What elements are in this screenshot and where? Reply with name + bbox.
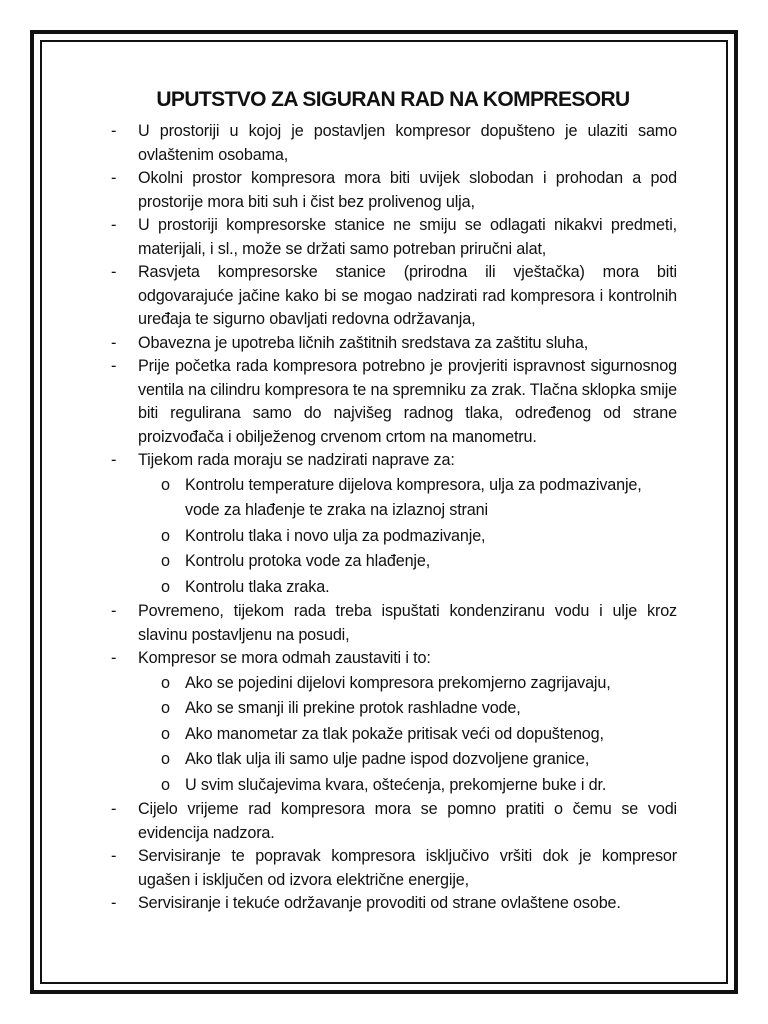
dash-bullet: - bbox=[111, 602, 117, 620]
sub-list bbox=[138, 473, 677, 601]
sub-item bbox=[138, 473, 677, 524]
dash-bullet: - bbox=[111, 333, 117, 352]
dash-bullet: - bbox=[111, 169, 117, 187]
sub-item bbox=[138, 747, 677, 773]
instruction-list bbox=[109, 120, 677, 916]
dash-bullet: - bbox=[111, 649, 117, 667]
instruction-text: Okolni prostor kompresora mora biti uvijek slobodan i prohodan a pod prostorije mora biti suh i čist bez prolivenog ulja, bbox=[138, 169, 677, 211]
circle-bullet: o bbox=[161, 526, 170, 545]
instruction-item bbox=[109, 892, 677, 916]
circle-bullet: o bbox=[161, 724, 170, 743]
instruction-item bbox=[109, 449, 677, 600]
sub-item-text: U svim slučajevima kvara, oštećenja, prekomjerne buke i dr. bbox=[185, 775, 607, 794]
instruction-text: Cijelo vrijeme rad kompresora mora se pomno pratiti o čemu se vodi evidencija nadzora. bbox=[138, 800, 677, 842]
sub-item-text: Kontrolu protoka vode za hlađenje, bbox=[185, 552, 431, 570]
instruction-item bbox=[109, 647, 677, 798]
instruction-text: Prije početka rada kompresora potrebno je provjeriti ispravnost sigurnosnog ventila na cilindru kompresora te na spremniku za zrak. Tlačna sklopka smije biti regulirana samo do najvišeg radnog tlaka, određenog od strane proizvođača i obilježenog crvenom crtom na manometru. bbox=[138, 357, 677, 446]
sub-item-text: Kontrolu temperature dijelova kompresora, ulja za podmazivanje, vode za hlađenje te zraka na izlaznoj strani bbox=[185, 475, 642, 519]
circle-bullet: o bbox=[161, 750, 170, 768]
instruction-text: Obavezna je upotreba ličnih zaštitnih sredstava za zaštitu sluha, bbox=[138, 333, 589, 352]
sub-item-text: Kontrolu tlaka zraka. bbox=[185, 577, 330, 596]
dash-bullet: - bbox=[111, 847, 117, 865]
instruction-item bbox=[109, 214, 677, 261]
instruction-text: Kompresor se mora odmah zaustaviti i to: bbox=[138, 649, 431, 667]
instruction-item bbox=[109, 845, 677, 892]
circle-bullet: o bbox=[161, 699, 170, 717]
circle-bullet: o bbox=[161, 673, 170, 692]
sub-item bbox=[138, 696, 677, 722]
instruction-text: Servisiranje te popravak kompresora isključivo vršiti dok je kompresor ugašen i isključen od izvora električne energije, bbox=[138, 847, 677, 889]
sub-item bbox=[138, 549, 677, 575]
dash-bullet: - bbox=[111, 216, 117, 234]
circle-bullet: o bbox=[161, 552, 170, 570]
instruction-item bbox=[109, 120, 677, 167]
instruction-item bbox=[109, 798, 677, 845]
sub-item-text: Ako se smanji ili prekine protok rashladne vode, bbox=[185, 699, 521, 717]
dash-bullet: - bbox=[111, 451, 117, 469]
sub-item-text: Ako manometar za tlak pokaže pritisak veći od dopuštenog, bbox=[185, 724, 604, 743]
instruction-item bbox=[109, 167, 677, 214]
instruction-item bbox=[109, 332, 677, 356]
sub-item bbox=[138, 773, 677, 799]
sub-item bbox=[138, 575, 677, 601]
instruction-text: Rasvjeta kompresorske stanice (prirodna ili vještačka) mora biti odgovarajuće jačine kako bi se mogao nadzirati rad kompresora i kontrolnih uređaja te sigurno obavljati redovna održavanja, bbox=[138, 263, 677, 328]
sub-item bbox=[138, 671, 677, 697]
document-content bbox=[109, 86, 677, 916]
dash-bullet: - bbox=[111, 894, 117, 912]
dash-bullet: - bbox=[111, 122, 117, 140]
circle-bullet: o bbox=[161, 475, 170, 494]
instruction-text: Povremeno, tijekom rada treba ispuštati kondenziranu vodu i ulje kroz slavinu postavljenu na posudi, bbox=[138, 602, 677, 644]
sub-item-text: Ako se pojedini dijelovi kompresora prekomjerno zagrijavaju, bbox=[185, 673, 611, 692]
dash-bullet: - bbox=[111, 263, 117, 281]
instruction-text: Servisiranje i tekuće održavanje provoditi od strane ovlaštene osobe. bbox=[138, 894, 621, 912]
instruction-item bbox=[109, 355, 677, 449]
dash-bullet: - bbox=[111, 357, 117, 375]
instruction-text: U prostoriji u kojoj je postavljen kompresor dopušteno je ulaziti samo ovlaštenim osobama, bbox=[138, 122, 677, 164]
dash-bullet: - bbox=[111, 800, 117, 818]
circle-bullet: o bbox=[161, 577, 170, 596]
sub-item bbox=[138, 524, 677, 550]
sub-item bbox=[138, 722, 677, 748]
sub-item-text: Ako tlak ulja ili samo ulje padne ispod dozvoljene granice, bbox=[185, 750, 590, 768]
instruction-item bbox=[109, 600, 677, 647]
circle-bullet: o bbox=[161, 775, 170, 794]
sub-list bbox=[138, 671, 677, 799]
instruction-text: U prostoriji kompresorske stanice ne smiju se odlagati nikakvi predmeti, materijali, i sl., može se držati samo potreban priručni alat, bbox=[138, 216, 677, 258]
instruction-item bbox=[109, 261, 677, 332]
instruction-text: Tijekom rada moraju se nadzirati naprave za: bbox=[138, 451, 455, 469]
sub-item-text: Kontrolu tlaka i novo ulja za podmazivanje, bbox=[185, 526, 486, 545]
document-title: UPUTSTVO ZA SIGURAN RAD NA KOMPRESORU bbox=[156, 88, 630, 111]
